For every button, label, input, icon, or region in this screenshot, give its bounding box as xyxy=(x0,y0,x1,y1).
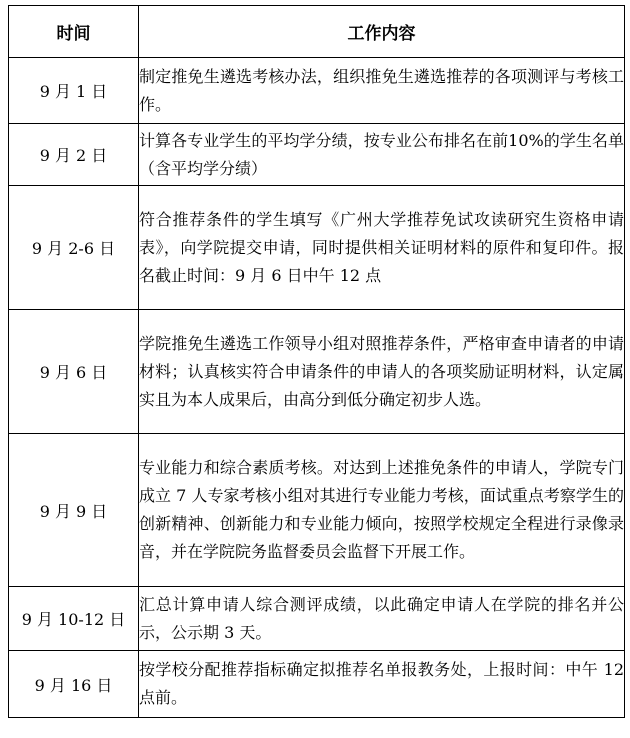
table-row xyxy=(9,310,625,434)
row-content: 按学校分配推荐指标确定拟推荐名单报教务处，上报时间：中午 12 点前。 xyxy=(139,651,625,718)
header-row xyxy=(9,6,625,58)
row-time: 9 月 6 日 xyxy=(9,310,139,434)
header-content: 工作内容 xyxy=(139,6,625,58)
row-content: 学院推免生遴选工作领导小组对照推荐条件，严格审查申请者的申请材料；认真核实符合申请条件的申请人的各项奖励证明材料，认定属实且为本人成果后，由高分到低分确定初步人选。 xyxy=(139,310,625,434)
table-row xyxy=(9,124,625,186)
row-time: 9 月 1 日 xyxy=(9,58,139,124)
row-content: 计算各专业学生的平均学分绩，按专业公布排名在前10%的学生名单（含平均学分绩） xyxy=(139,124,625,186)
row-content: 制定推免生遴选考核办法，组织推免生遴选推荐的各项测评与考核工作。 xyxy=(139,58,625,124)
schedule-table xyxy=(8,5,625,718)
row-time: 9 月 10-12 日 xyxy=(9,587,139,651)
table-row xyxy=(9,587,625,651)
row-time: 9 月 2-6 日 xyxy=(9,186,139,310)
row-time: 9 月 16 日 xyxy=(9,651,139,718)
row-content: 符合推荐条件的学生填写《广州大学推荐免试攻读研究生资格申请表》，向学院提交申请，同时提供相关证明材料的原件和复印件。报名截止时间：9 月 6 日中午 12 点 xyxy=(139,186,625,310)
table-row xyxy=(9,651,625,718)
table-row xyxy=(9,434,625,587)
row-time: 9 月 9 日 xyxy=(9,434,139,587)
header-time: 时间 xyxy=(9,6,139,58)
row-content: 汇总计算申请人综合测评成绩，以此确定申请人在学院的排名并公示，公示期 3 天。 xyxy=(139,587,625,651)
row-content: 专业能力和综合素质考核。对达到上述推免条件的申请人，学院专门成立 7 人专家考核小组对其进行专业能力考核，面试重点考察学生的创新精神、创新能力和专业能力倾向，按照学校规定全程进行录像录音，并在学院院务监督委员会监督下开展工作。 xyxy=(139,434,625,587)
table-row xyxy=(9,58,625,124)
table-row xyxy=(9,186,625,310)
row-time: 9 月 2 日 xyxy=(9,124,139,186)
